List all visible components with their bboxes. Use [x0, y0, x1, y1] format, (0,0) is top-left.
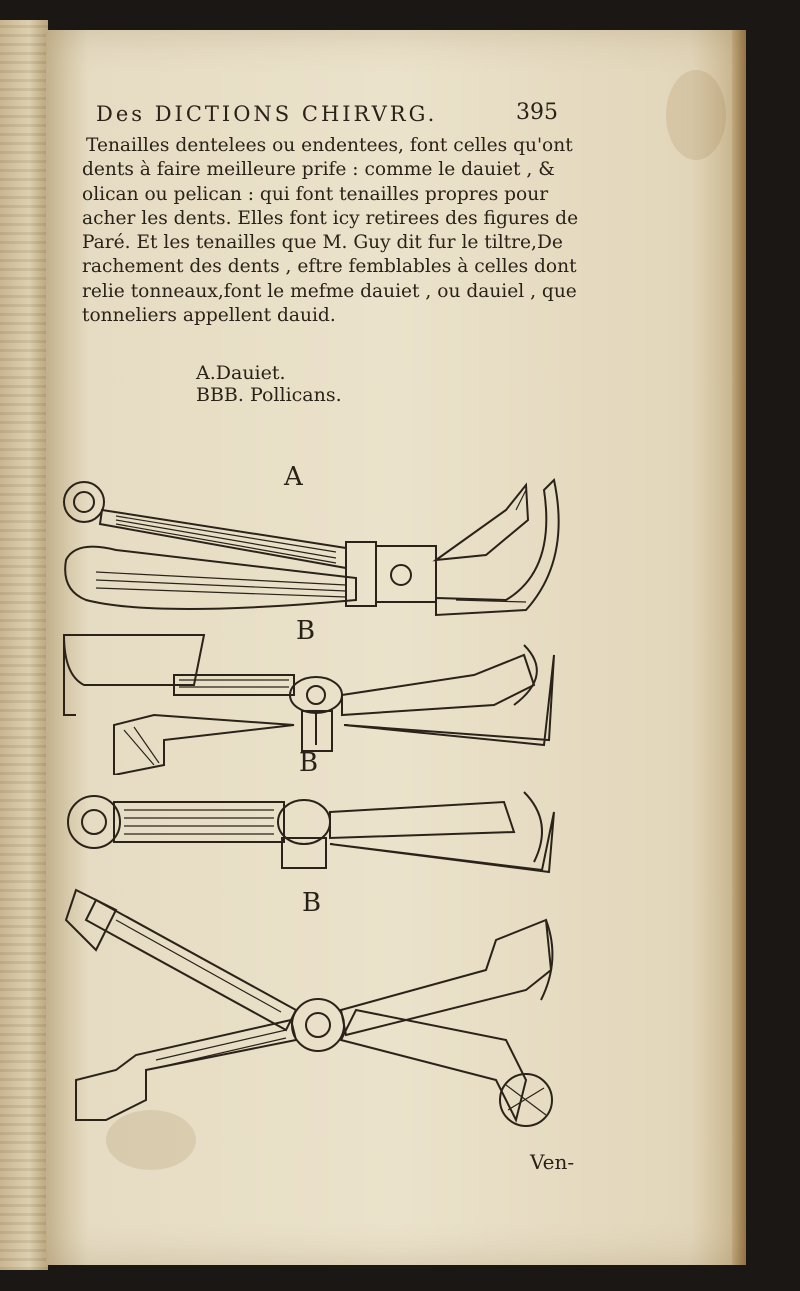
paper-stain [666, 70, 726, 160]
page-number: 395 [516, 100, 558, 125]
facing-page-text-bleed [0, 20, 48, 1270]
pelican-tool-woodcut-3 [56, 880, 566, 1130]
text-line: rachement des dents , eftre femblables à celles dont [82, 256, 577, 278]
caption-line-dauiet: A.Dauiet. [196, 362, 286, 384]
text-line: Tenailles dentelees ou endentees, font celles qu'ont [86, 135, 573, 156]
figure-caption [196, 362, 342, 406]
text-line: acher les dents. Elles font icy retirees des figures de [82, 207, 579, 229]
book-page [46, 30, 746, 1265]
running-head [96, 102, 566, 126]
text-line: Paré. Et les tenailles que M. Guy dit fur le tiltre,De [82, 232, 563, 254]
page-gilt-edge [732, 30, 746, 1265]
facing-page-edge [0, 20, 48, 1270]
figure-label-a: A [284, 462, 303, 492]
catchword: Ven- [530, 1150, 575, 1174]
text-line: dents à faire meilleure prife : comme le dauiet , & [82, 159, 555, 181]
figure-label-b: B [296, 616, 316, 646]
caption-line-pollicans: BBB. Pollicans. [196, 384, 342, 406]
pelican-tool-woodcut-2 [54, 782, 564, 882]
text-line: tonneliers appellent dauid. [82, 305, 336, 327]
figure-label-b: B [302, 888, 322, 918]
text-line: relie tonneaux,font le mefme dauiet , ou dauiel , que [82, 280, 577, 302]
paragraph [64, 134, 584, 328]
dauiet-forceps-woodcut [56, 450, 566, 635]
text-line: olican ou pelican : qui font tenailles propres pour [82, 183, 549, 205]
running-head-title: Des DICTIONS CHIRVRG. [96, 102, 438, 126]
figure-label-b: B [299, 748, 319, 778]
